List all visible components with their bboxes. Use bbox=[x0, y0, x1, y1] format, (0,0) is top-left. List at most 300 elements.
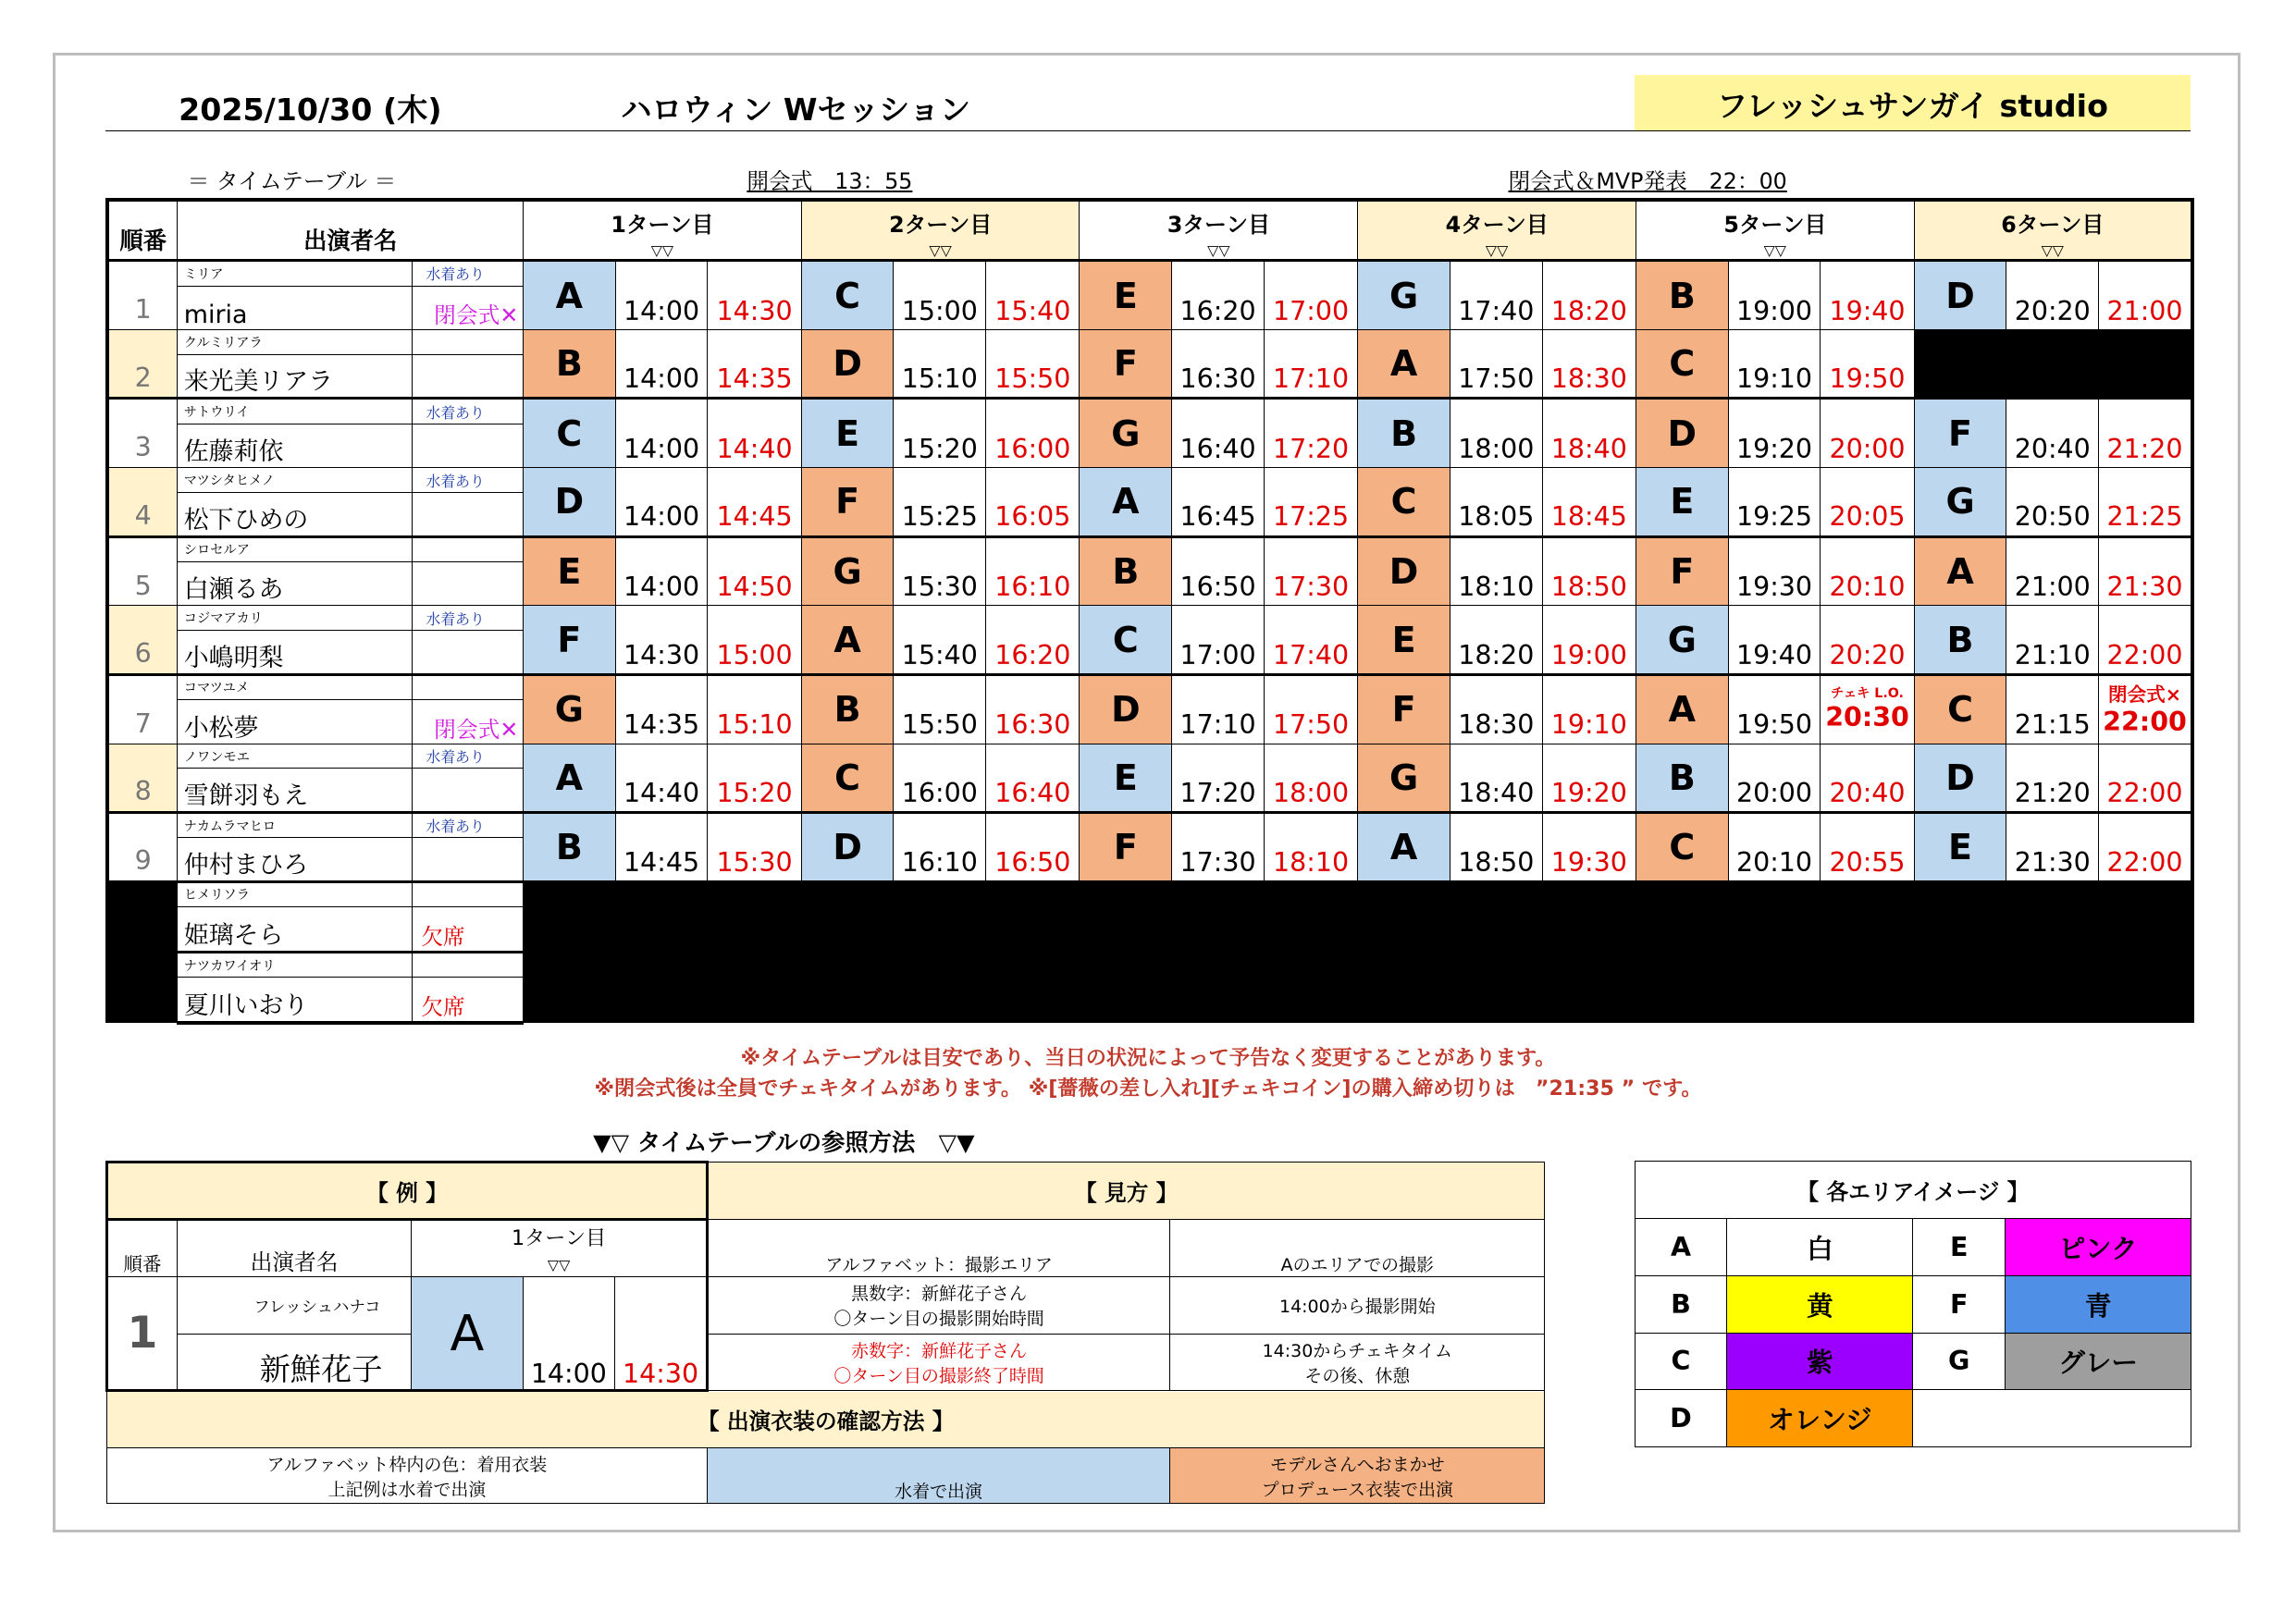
absent-name: 夏川いおり bbox=[178, 978, 412, 1023]
slot-end: 14:40 bbox=[708, 399, 801, 468]
performer-row bbox=[107, 536, 2192, 561]
event-date: 2025/10/30 (木) bbox=[179, 91, 442, 128]
area-key-e: E bbox=[1913, 1219, 2006, 1276]
legend-title: ▼▽ タイムテーブルの参照方法 ▽▼ bbox=[593, 1127, 975, 1156]
slot-end: 14:45 bbox=[708, 468, 801, 536]
slot-end: 15:50 bbox=[986, 329, 1080, 398]
slot-area: C bbox=[801, 261, 894, 330]
slot-area: C bbox=[1914, 674, 2006, 744]
slot-start: 21:15 bbox=[2006, 674, 2099, 744]
slot-end: 17:20 bbox=[1264, 399, 1357, 468]
performer-kana: シロセルア bbox=[178, 536, 412, 561]
slot-area: C bbox=[1636, 812, 1728, 881]
performer-kana: ナカムラマヒロ bbox=[178, 812, 412, 837]
turn-label-3: 3ターン目 bbox=[1167, 212, 1270, 239]
howto-end-example-line1: 14:30からチェキタイム bbox=[1262, 1340, 1453, 1361]
slot-end bbox=[2099, 674, 2192, 744]
turn-header-4 bbox=[1358, 200, 1636, 261]
costume-produce bbox=[1170, 1447, 1545, 1503]
performer-num: 1 bbox=[107, 261, 178, 330]
slot-area: G bbox=[1358, 261, 1450, 330]
swimwear-flag: 水着あり bbox=[412, 744, 523, 769]
slot-area: C bbox=[1080, 606, 1172, 674]
slot-end: 19:30 bbox=[1542, 812, 1636, 881]
slot-area: F bbox=[1914, 399, 2006, 468]
slot-area: G bbox=[801, 536, 894, 606]
slot-end: 17:30 bbox=[1264, 536, 1357, 606]
performer-note bbox=[412, 424, 523, 467]
area-empty bbox=[1913, 1390, 2191, 1447]
slot-end: 15:10 bbox=[708, 674, 801, 744]
slot-start: 18:05 bbox=[1450, 468, 1542, 536]
area-color-b: 黄 bbox=[1727, 1275, 1913, 1333]
example-start: 14:00 bbox=[523, 1276, 615, 1390]
slot-end: 16:50 bbox=[986, 812, 1080, 881]
area-key-a: A bbox=[1635, 1219, 1727, 1276]
slot-area: F bbox=[1358, 674, 1450, 744]
slot-area: B bbox=[1636, 744, 1728, 812]
absent-kana: ナツカワイオリ bbox=[178, 953, 412, 978]
performer-note bbox=[412, 493, 523, 536]
slot-area: G bbox=[524, 674, 616, 744]
absent-num bbox=[107, 881, 178, 952]
area-key-b: B bbox=[1635, 1275, 1727, 1333]
howto-end-desc bbox=[707, 1334, 1169, 1391]
performer-kana: クルミリアラ bbox=[178, 329, 412, 354]
howto-area-example: Aのエリアでの撮影 bbox=[1170, 1220, 1545, 1277]
slot-area: F bbox=[1636, 536, 1728, 606]
slot-start: 14:00 bbox=[615, 329, 708, 398]
slot-area: C bbox=[801, 744, 894, 812]
area-legend-title: 【 各エリアイメージ 】 bbox=[1635, 1162, 2191, 1219]
slot-area: A bbox=[524, 744, 616, 812]
slot-area: D bbox=[1080, 674, 1172, 744]
performer-num: 6 bbox=[107, 606, 178, 674]
swimwear-flag: 水着あり bbox=[412, 261, 523, 286]
performer-kana: マツシタヒメノ bbox=[178, 468, 412, 493]
turn-header-6 bbox=[1914, 200, 2192, 261]
turn-marker-1: ▽▽ bbox=[650, 241, 674, 260]
turn-marker-4: ▽▽ bbox=[1485, 241, 1509, 260]
performer-name: 雪餅羽もえ bbox=[178, 769, 412, 812]
performer-name: 仲村まひろ bbox=[178, 838, 412, 881]
slot-start: 17:10 bbox=[1172, 674, 1265, 744]
slot-area: F bbox=[524, 606, 616, 674]
performer-kana: ノワンモエ bbox=[178, 744, 412, 769]
slot-area: D bbox=[1636, 399, 1728, 468]
swimwear-flag bbox=[412, 329, 523, 354]
turn-marker-6: ▽▽ bbox=[2041, 241, 2064, 260]
performer-num: 9 bbox=[107, 812, 178, 881]
slot-area: C bbox=[1636, 329, 1728, 398]
howto-start-desc-line1: 黒数字：新鮮花子さん bbox=[851, 1284, 1027, 1305]
slot-area: D bbox=[1914, 261, 2006, 330]
slot-start: 21:30 bbox=[2006, 812, 2099, 881]
slot-area: G bbox=[1636, 606, 1728, 674]
slot-start: 19:40 bbox=[1728, 606, 1821, 674]
slot-start: 16:45 bbox=[1172, 468, 1265, 536]
area-legend bbox=[1635, 1161, 2192, 1447]
absent-name: 姫璃そら bbox=[178, 907, 412, 953]
slot-start: 15:00 bbox=[894, 261, 986, 330]
swimwear-flag: 水着あり bbox=[412, 468, 523, 493]
slot-end: 16:40 bbox=[986, 744, 1080, 812]
slot-start: 18:40 bbox=[1450, 744, 1542, 812]
slot-area: D bbox=[1358, 536, 1450, 606]
slot-area: A bbox=[1358, 812, 1450, 881]
slot-start: 14:40 bbox=[615, 744, 708, 812]
slot-start: 17:50 bbox=[1450, 329, 1542, 398]
slot-end: 18:30 bbox=[1542, 329, 1636, 398]
costume-produce-line1: モデルさんへおまかせ bbox=[1270, 1454, 1445, 1475]
performer-note bbox=[412, 631, 523, 674]
performer-num: 5 bbox=[107, 536, 178, 606]
swimwear-flag bbox=[412, 536, 523, 561]
slot-end-note: チェキ L.O. bbox=[1831, 686, 1904, 702]
slot-start: 19:10 bbox=[1728, 329, 1821, 398]
slot-empty bbox=[1914, 329, 2192, 398]
slot-start: 18:50 bbox=[1450, 812, 1542, 881]
area-key-g: G bbox=[1913, 1333, 2006, 1390]
turn-header-5 bbox=[1636, 200, 1914, 261]
area-color-c: 紫 bbox=[1727, 1333, 1913, 1390]
slot-end: 20:10 bbox=[1821, 536, 1914, 606]
slot-start: 17:40 bbox=[1450, 261, 1542, 330]
slot-area: B bbox=[524, 329, 616, 398]
slot-start: 14:00 bbox=[615, 399, 708, 468]
costume-desc-line1: アルファベット枠内の色：着用衣装 bbox=[266, 1454, 548, 1475]
slot-end: 14:50 bbox=[708, 536, 801, 606]
howto-end-desc-line1: 赤数字：新鮮花子さん bbox=[851, 1340, 1027, 1361]
slot-start: 20:40 bbox=[2006, 399, 2099, 468]
slot-area: F bbox=[1080, 329, 1172, 398]
slot-start: 19:20 bbox=[1728, 399, 1821, 468]
slot-area: D bbox=[801, 329, 894, 398]
slot-area: F bbox=[801, 468, 894, 536]
slot-end: 21:20 bbox=[2099, 399, 2192, 468]
performer-note bbox=[412, 354, 523, 398]
slot-end: 22:00 bbox=[2099, 606, 2192, 674]
howto-area-desc: アルファベット：撮影エリア bbox=[707, 1220, 1169, 1277]
turn-label-5: 5ターン目 bbox=[1723, 212, 1827, 239]
slot-area: G bbox=[1358, 744, 1450, 812]
slot-area: E bbox=[524, 536, 616, 606]
closing-time: 閉会式＆MVP発表 22：00 bbox=[1508, 168, 1787, 195]
slot-area: A bbox=[1914, 536, 2006, 606]
absent-note: 欠席 bbox=[412, 978, 523, 1023]
slot-end: 15:30 bbox=[708, 812, 801, 881]
performer-row bbox=[107, 674, 2192, 699]
example-header: 【 例 】 bbox=[106, 1163, 707, 1220]
slot-area: C bbox=[524, 399, 616, 468]
slot-start: 21:00 bbox=[2006, 536, 2099, 606]
example-name: 新鮮花子 bbox=[177, 1334, 411, 1391]
slot-start: 20:00 bbox=[1728, 744, 1821, 812]
slot-start: 15:10 bbox=[894, 329, 986, 398]
slot-end: 16:00 bbox=[986, 399, 1080, 468]
slot-start: 15:30 bbox=[894, 536, 986, 606]
slot-end: 19:20 bbox=[1542, 744, 1636, 812]
performer-num: 7 bbox=[107, 674, 178, 744]
slot-area: G bbox=[1914, 468, 2006, 536]
slot-end: 14:30 bbox=[708, 261, 801, 330]
turn-label-2: 2ターン目 bbox=[889, 212, 993, 239]
swimwear-flag: 水着あり bbox=[412, 606, 523, 631]
performer-note: 閉会式✕ bbox=[412, 700, 523, 744]
area-key-c: C bbox=[1635, 1333, 1727, 1390]
swimwear-flag: 水着あり bbox=[412, 812, 523, 837]
slot-start: 15:25 bbox=[894, 468, 986, 536]
turn-marker-2: ▽▽ bbox=[929, 241, 952, 260]
example-performer-header: 出演者名 bbox=[177, 1220, 411, 1277]
slot-end: 19:40 bbox=[1821, 261, 1914, 330]
slot-area: E bbox=[1914, 812, 2006, 881]
example-order-header: 順番 bbox=[106, 1220, 177, 1277]
timetable bbox=[105, 198, 2194, 1025]
costume-desc bbox=[106, 1447, 707, 1503]
howto-end-example-line2: その後、休憩 bbox=[1304, 1365, 1411, 1386]
performer-note bbox=[412, 769, 523, 812]
example-turn-label: 1ターン目 bbox=[511, 1225, 607, 1250]
area-color-a: 白 bbox=[1727, 1219, 1913, 1276]
slot-start: 14:35 bbox=[615, 674, 708, 744]
slot-end: 19:50 bbox=[1821, 329, 1914, 398]
slot-start: 15:50 bbox=[894, 674, 986, 744]
slot-end: 18:10 bbox=[1264, 812, 1357, 881]
slot-start: 14:45 bbox=[615, 812, 708, 881]
slot-area: B bbox=[1080, 536, 1172, 606]
slot-end: 16:10 bbox=[986, 536, 1080, 606]
area-color-e: ピンク bbox=[2006, 1219, 2191, 1276]
slot-start: 16:00 bbox=[894, 744, 986, 812]
slot-start: 14:00 bbox=[615, 261, 708, 330]
performer-num: 2 bbox=[107, 329, 178, 398]
performer-row bbox=[107, 606, 2192, 631]
slot-start: 16:40 bbox=[1172, 399, 1265, 468]
absent-flag bbox=[412, 881, 523, 906]
slot-start: 18:20 bbox=[1450, 606, 1542, 674]
performer-row bbox=[107, 812, 2192, 837]
slot-area: E bbox=[1080, 744, 1172, 812]
absent-flag bbox=[412, 953, 523, 978]
area-key-d: D bbox=[1635, 1390, 1727, 1447]
slot-area: B bbox=[1358, 399, 1450, 468]
area-color-g: グレー bbox=[2006, 1333, 2191, 1390]
slot-start: 20:20 bbox=[2006, 261, 2099, 330]
slot-area: A bbox=[1358, 329, 1450, 398]
slot-area: A bbox=[801, 606, 894, 674]
notice-1: ※タイムテーブルは目安であり、当日の状況によって予告なく変更することがあります。 bbox=[740, 1045, 1556, 1070]
howto-end-example bbox=[1170, 1334, 1545, 1391]
performer-name: 白瀬るあ bbox=[178, 561, 412, 605]
slot-start: 19:50 bbox=[1728, 674, 1821, 744]
slot-end: 18:45 bbox=[1542, 468, 1636, 536]
slot-end: 21:25 bbox=[2099, 468, 2192, 536]
slot-start: 20:50 bbox=[2006, 468, 2099, 536]
slot-area: G bbox=[1080, 399, 1172, 468]
slot-start: 14:00 bbox=[615, 468, 708, 536]
notice-2: ※閉会式後は全員でチェキタイムがあります。 ※[薔薇の差し入れ][チェキコイン]の購入締め切りは ”21:35 ” です。 bbox=[594, 1076, 1702, 1101]
opening-time: 開会式 13：55 bbox=[747, 168, 913, 195]
performer-note bbox=[412, 561, 523, 605]
slot-area: A bbox=[1636, 674, 1728, 744]
slot-start: 21:10 bbox=[2006, 606, 2099, 674]
performer-name: 小嶋明梨 bbox=[178, 631, 412, 674]
turn-header-3 bbox=[1080, 200, 1358, 261]
performer-kana: コマツユメ bbox=[178, 674, 412, 699]
absent-blackout bbox=[524, 881, 2192, 1023]
swimwear-flag: 水着あり bbox=[412, 399, 523, 424]
slot-end bbox=[1821, 674, 1914, 744]
slot-end: 18:20 bbox=[1542, 261, 1636, 330]
slot-end: 21:30 bbox=[2099, 536, 2192, 606]
slot-end: 20:55 bbox=[1821, 812, 1914, 881]
performer-name: 小松夢 bbox=[178, 700, 412, 744]
slot-start: 18:00 bbox=[1450, 399, 1542, 468]
slot-area: E bbox=[1636, 468, 1728, 536]
slot-area: D bbox=[524, 468, 616, 536]
slot-end: 16:20 bbox=[986, 606, 1080, 674]
slot-start: 19:00 bbox=[1728, 261, 1821, 330]
slot-end: 15:00 bbox=[708, 606, 801, 674]
slot-area: E bbox=[801, 399, 894, 468]
howto-end-desc-line2: 〇ターン目の撮影終了時間 bbox=[833, 1365, 1044, 1386]
slot-end: 22:00 bbox=[2099, 812, 2192, 881]
performer-num: 3 bbox=[107, 399, 178, 468]
slot-end: 17:25 bbox=[1264, 468, 1357, 536]
header-divider bbox=[105, 130, 2191, 131]
slot-end-time: 20:30 bbox=[1825, 702, 1909, 733]
area-color-d: オレンジ bbox=[1727, 1390, 1913, 1447]
slot-start: 20:10 bbox=[1728, 812, 1821, 881]
example-num: 1 bbox=[106, 1276, 177, 1390]
absent-num bbox=[107, 953, 178, 1023]
slot-start: 19:25 bbox=[1728, 468, 1821, 536]
slot-end: 15:20 bbox=[708, 744, 801, 812]
timetable-header-row bbox=[107, 200, 2192, 261]
performer-kana: サトウリイ bbox=[178, 399, 412, 424]
slot-start: 19:30 bbox=[1728, 536, 1821, 606]
slot-end: 20:20 bbox=[1821, 606, 1914, 674]
performer-kana: ミリア bbox=[178, 261, 412, 286]
slot-start: 17:30 bbox=[1172, 812, 1265, 881]
performer-num: 8 bbox=[107, 744, 178, 812]
slot-end: 20:40 bbox=[1821, 744, 1914, 812]
performer-name: 松下ひめの bbox=[178, 493, 412, 536]
slot-start: 16:10 bbox=[894, 812, 986, 881]
slot-start: 21:20 bbox=[2006, 744, 2099, 812]
slot-start: 18:30 bbox=[1450, 674, 1542, 744]
performer-name: 来光美リアラ bbox=[178, 354, 412, 398]
performer-name: miria bbox=[178, 286, 412, 329]
slot-end: 17:00 bbox=[1264, 261, 1357, 330]
costume-swimwear: 水着で出演 bbox=[707, 1447, 1169, 1503]
slot-end: 18:50 bbox=[1542, 536, 1636, 606]
example-turn-header bbox=[412, 1220, 708, 1277]
slot-start: 17:00 bbox=[1172, 606, 1265, 674]
slot-area: A bbox=[1080, 468, 1172, 536]
event-title: ハロウィン Wセッション bbox=[621, 91, 971, 128]
slot-area: D bbox=[1914, 744, 2006, 812]
howto-start-desc bbox=[707, 1276, 1169, 1334]
legend-table bbox=[105, 1161, 1545, 1504]
slot-area: E bbox=[1080, 261, 1172, 330]
example-end: 14:30 bbox=[615, 1276, 708, 1390]
slot-start: 17:20 bbox=[1172, 744, 1265, 812]
performer-row bbox=[107, 399, 2192, 424]
slot-end: 18:00 bbox=[1264, 744, 1357, 812]
slot-area: B bbox=[524, 812, 616, 881]
slot-end: 19:00 bbox=[1542, 606, 1636, 674]
example-kana: フレッシュハナコ bbox=[177, 1276, 411, 1334]
slot-area: A bbox=[524, 261, 616, 330]
absent-row bbox=[107, 881, 2192, 906]
performer-row bbox=[107, 468, 2192, 493]
slot-area: B bbox=[1636, 261, 1728, 330]
order-header: 順番 bbox=[107, 200, 178, 261]
costume-desc-line2: 上記例は水着で出演 bbox=[327, 1479, 487, 1500]
turn-header-1 bbox=[524, 200, 802, 261]
costume-header: 【 出演衣装の確認方法 】 bbox=[106, 1391, 1544, 1448]
slot-end: 15:40 bbox=[986, 261, 1080, 330]
performer-row bbox=[107, 329, 2192, 354]
slot-end-time: 22:00 bbox=[2103, 707, 2187, 738]
performer-row bbox=[107, 744, 2192, 769]
slot-area: B bbox=[801, 674, 894, 744]
slot-area: D bbox=[801, 812, 894, 881]
example-area: A bbox=[412, 1276, 523, 1390]
slot-start: 15:20 bbox=[894, 399, 986, 468]
performer-num: 4 bbox=[107, 468, 178, 536]
slot-end: 21:00 bbox=[2099, 261, 2192, 330]
swimwear-flag bbox=[412, 674, 523, 699]
slot-start: 14:30 bbox=[615, 606, 708, 674]
turn-marker-3: ▽▽ bbox=[1207, 241, 1230, 260]
slot-end: 17:10 bbox=[1264, 329, 1357, 398]
slot-end: 22:00 bbox=[2099, 744, 2192, 812]
area-key-f: F bbox=[1913, 1275, 2006, 1333]
slot-end: 18:40 bbox=[1542, 399, 1636, 468]
performer-note: 閉会式✕ bbox=[412, 286, 523, 329]
slot-area: E bbox=[1358, 606, 1450, 674]
performer-header: 出演者名 bbox=[178, 200, 524, 261]
slot-area: B bbox=[1914, 606, 2006, 674]
slot-end: 16:30 bbox=[986, 674, 1080, 744]
slot-end: 20:05 bbox=[1821, 468, 1914, 536]
slot-area: C bbox=[1358, 468, 1450, 536]
turn-marker-5: ▽▽ bbox=[1763, 241, 1786, 260]
timetable-label: ＝ タイムテーブル ＝ bbox=[187, 168, 397, 195]
slot-end: 19:10 bbox=[1542, 674, 1636, 744]
slot-start: 18:10 bbox=[1450, 536, 1542, 606]
performer-note bbox=[412, 838, 523, 881]
turn-label-6: 6ターン目 bbox=[2001, 212, 2105, 239]
slot-start: 16:20 bbox=[1172, 261, 1265, 330]
turn-label-4: 4ターン目 bbox=[1445, 212, 1549, 239]
absent-note: 欠席 bbox=[412, 907, 523, 953]
slot-start: 16:50 bbox=[1172, 536, 1265, 606]
slot-start: 15:40 bbox=[894, 606, 986, 674]
howto-header: 【 見方 】 bbox=[707, 1163, 1544, 1220]
studio-name: フレッシュサンガイ studio bbox=[1635, 75, 2191, 132]
example-turn-marker: ▽▽ bbox=[547, 1255, 571, 1273]
turn-label-1: 1ターン目 bbox=[611, 212, 714, 239]
howto-start-desc-line2: 〇ターン目の撮影開始時間 bbox=[833, 1309, 1044, 1330]
slot-start: 14:00 bbox=[615, 536, 708, 606]
costume-produce-line2: プロデュース衣装で出演 bbox=[1261, 1479, 1453, 1500]
howto-start-example: 14:00から撮影開始 bbox=[1170, 1276, 1545, 1334]
performer-row bbox=[107, 261, 2192, 286]
